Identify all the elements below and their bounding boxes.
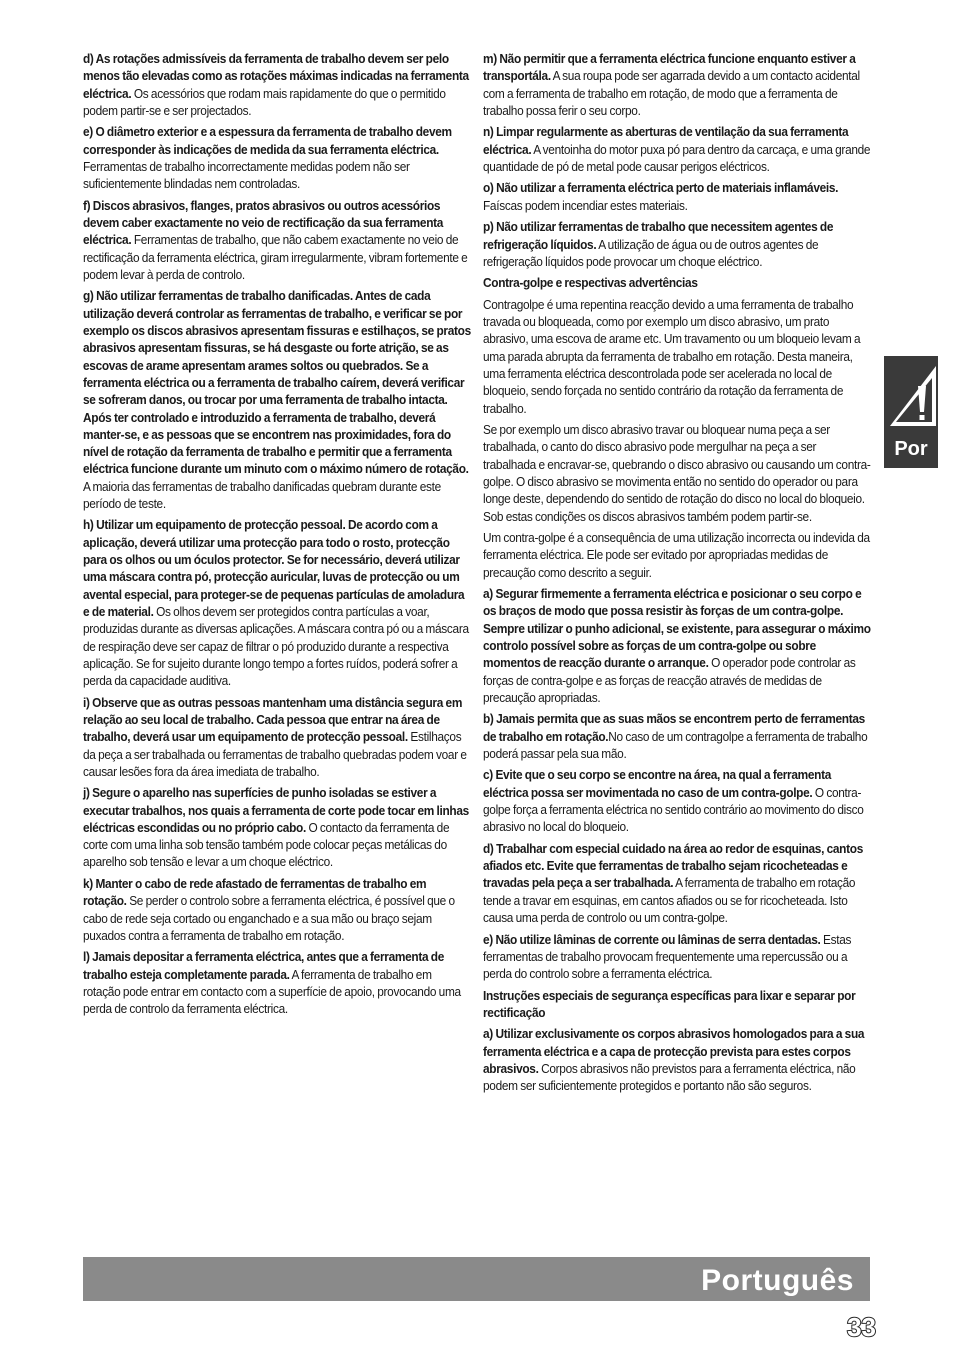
right-column (483, 50, 871, 1099)
safety-paragraph (483, 50, 871, 119)
paragraph-lead: o) Não utilizar a ferramenta eléctrica perto de materiais inflamáveis. (483, 180, 839, 196)
paragraph-lead: l) Jamais depositar a ferramenta eléctrica, antes que a ferramenta de trabalho esteja completamente parada. (83, 949, 444, 982)
paragraph-lead: c) Evite que o seu corpo se encontre na área, na qual a ferramenta eléctrica possa ser movimentada no caso de um contra-golpe. (483, 767, 832, 800)
paragraph-lead: b) Jamais permita que as suas mãos se encontrem perto de ferramentas de trabalho em rotação. (483, 711, 865, 744)
paragraph-body: Corpos abrasivos não previstos para a ferramenta eléctrica, não podem ser suficientemente protegidos e portanto não são seguros. (483, 1060, 856, 1094)
safety-paragraph (83, 516, 471, 689)
paragraph-body: O contra-golpe força a ferramenta eléctrica no sentido contrário ao movimento do disco abrasivo no local do bloqueio. (483, 784, 864, 835)
paragraph-lead: m) Não permitir que a ferramenta eléctrica funcione enquanto estiver a transportála. (483, 51, 856, 84)
paragraph-lead: f) Discos abrasivos, flanges, pratos abrasivos ou outros acessórios devem caber exactamente no veio de rectificação da sua ferramenta eléctrica. (83, 197, 444, 248)
safety-paragraph (483, 179, 871, 214)
safety-paragraph (83, 287, 471, 512)
safety-paragraph (483, 1025, 871, 1094)
footer-language-title: Português (701, 1264, 854, 1297)
safety-paragraph (83, 694, 471, 780)
paragraph-body: Se perder o controlo sobre a ferramenta eléctrica, é possível que o cabo de rede seja cortado ou enganchado e a sua mão ou braço sejam puxados contra a ferramenta de trabalho em rotação. (83, 893, 455, 943)
paragraph-lead: g) Não utilizar ferramentas de trabalho danificadas. Antes de cada utilização deverá controlar as ferramentas de trabalho, e verificar se por exemplo os discos abrasivos apresentam fissuras e estilhaços, se pratos abrasivos apresentam fissuras, se há desgaste ou forte atrição, se as escovas de arame apresentam arames soltos ou quebrados. Se a ferramenta eléctrica ou a ferramenta de trabalho caírem, deverá verificar se sofreram danos, ou trocar por uma ferramenta de trabalho intacta. Após ter controlado e introduzido a ferramenta de trabalho, deverá manter-se, e as pessoas que se encontrem nas proximidades, fora do nível de rotação da ferramenta de trabalho e permitir que a ferramenta eléctrica funcione durante um minuto com o máximo número de rotação. (83, 288, 471, 477)
paragraph-body: A ferramenta de trabalho em rotação pode entrar em contacto com a superfície de apoio, provocando uma perda de controlo da ferramenta eléctrica. (83, 966, 461, 1017)
language-label: Por (894, 438, 928, 460)
paragraph-lead: j) Segure o aparelho nas superfícies de punho isoladas se estiver a executar trabalhos, nos quais a ferramenta de corte pode tocar em linhas eléctricas escondidas ou no próprio cabo. (83, 785, 469, 835)
safety-paragraph (83, 875, 471, 944)
paragraph-lead: e) Não utilize lâminas de corrente ou lâminas de serra dentadas. (483, 931, 821, 947)
safety-paragraph (483, 766, 871, 835)
paragraph-lead: a) Segurar firmemente a ferramenta eléctrica e posicionar o seu corpo e os braços de modo que possa resistir às forças de um contra-golpe. Sempre utilizar o punho adicional, se existente, para assegurar o máximo controlo possível sobre as forças de um contra-golpe ou sobre momentos de reacção durante o arranque. (483, 586, 871, 671)
kickback-paragraph: Se por exemplo um disco abrasivo travar ou bloquear numa peça a ser trabalhada, o canto do disco abrasivo pode mergulhar na peça a ser trabalhada e encravar-se, quebrando o disco abrasivo ou causando um contra-golpe. O disco abrasivo se movimenta então no sentido do operador ou para longe deste, dependendo do sentido de rotação do disco no local do bloqueio. Sob estas condições os discos abrasivos também podem partir-se. (483, 422, 871, 524)
safety-paragraph (483, 931, 871, 983)
footer-language-bar (83, 1257, 870, 1301)
paragraph-lead: p) Não utilizar ferramentas de trabalho que necessitem agentes de refrigeração líquidos. (483, 219, 834, 252)
paragraph-lead: a) Utilizar exclusivamente os corpos abrasivos homologados para a sua ferramenta eléctrica e a capa de protecção prevista para estes corpos abrasivos. (483, 1026, 865, 1076)
safety-paragraph (483, 585, 871, 706)
kickback-items (483, 585, 871, 982)
grinding-heading: Instruções especiais de segurança específicas para lixar e separar por rectificação (483, 987, 856, 1020)
paragraph-body: Ferramentas de trabalho incorrectamente medidas podem não ser suficientemente blindadas nem controladas. (83, 158, 410, 192)
paragraph-body: Os olhos devem ser protegidos contra partículas a voar, produzidas durante as diversas aplicações. A máscara contra pó ou a máscara de respiração deve ser capaz de filtrar o pó produzido durante a respectiva aplicação. Se for sujeito durante longo tempo a fortes ruídos, poderá sofrer a perda da capacidade auditiva. (83, 603, 469, 689)
paragraph-lead: h) Utilizar um equipamento de protecção pessoal. De acordo com a aplicação, deverá utilizar uma protecção para todo o rosto, protecção para os olhos ou um óculos protector. Se for necessário, deverá utilizar uma máscara contra pó, protecção auricular, luvas de protecção ou um avental especial, para proteger-se de pequenas partículas de amoladura e de material. (83, 517, 465, 619)
paragraph-body: Estilhaços da peça a ser trabalhada ou ferramentas de trabalho quebradas podem voar e causar lesões fora da área imediata de trabalho. (83, 729, 467, 779)
grinding-items (483, 1025, 871, 1094)
paragraph-body: A ventoinha do motor puxa pó para dentro da carcaça, e uma grande quantidade de pó de metal pode causar perigos eléctricos. (483, 141, 871, 174)
paragraph-lead: n) Limpar regularmente as aberturas de ventilação da sua ferramenta eléctrica. (483, 124, 849, 157)
paragraph-lead: e) O diâmetro exterior e a espessura da ferramenta de trabalho devem corresponder às indicações de medida da sua ferramenta eléctrica. (83, 124, 452, 157)
language-side-tab (884, 356, 938, 468)
paragraph-body: O contacto da ferramenta de corte com uma linha sob tensão também pode colocar peças metálicas do aparelho sob tensão e levar a um choque eléctrico. (83, 819, 450, 870)
kickback-paragraph: Um contra-golpe é a consequência de uma utilização incorrecta ou indevida da ferramenta eléctrica. Ele pode ser evitado por apropriadas medidas de precaução como descrito a seguir. (483, 530, 870, 580)
paragraph-body: Os acessórios que rodam mais rapidamente do que o permitido podem partir-se e ser projectados. (83, 85, 446, 118)
paragraph-body: Ferramentas de trabalho, que não cabem exactamente no veio de rectificação da ferramenta eléctrica, giram irregularmente, vibram fortemente e podem levar à perda de controlo. (83, 232, 468, 282)
paragraph-lead: k) Manter o cabo de rede afastado de ferramentas de trabalho em rotação. (83, 875, 427, 909)
safety-paragraph (83, 197, 471, 283)
safety-paragraph (83, 948, 471, 1017)
paragraph-body: O operador pode controlar as forças de contra-golpe e as forças de reacção através de medidas de precaução apropriadas. (483, 655, 856, 705)
left-column (83, 50, 471, 1022)
paragraph-lead: d) As rotações admissíveis da ferramenta de trabalho devem ser pelo menos tão elevadas como as rotações máximas indicadas na ferramenta eléctrica. (83, 51, 469, 101)
paragraph-body: A utilização de água ou de outros agentes de refrigeração líquidos pode provocar um choque eléctrico. (483, 236, 819, 269)
right-items-a (483, 50, 871, 270)
warning-exclamation-icon (884, 356, 938, 432)
paragraph-body: A sua roupa pode ser agarrada devido a um contacto acidental com a ferramenta de trabalho em rotação, de modo que a ferramenta de trabalho possa ferir o seu corpo. (483, 68, 860, 118)
paragraph-body: A maioria das ferramentas de trabalho danificadas quebram durante este período de teste. (83, 478, 441, 511)
safety-paragraph (483, 218, 871, 270)
paragraph-body: No caso de um contragolpe a ferramenta de trabalho poderá passar pela sua mão. (483, 728, 868, 761)
paragraph-body: A ferramenta de trabalho em rotação tende a travar em esquinas, em cantos afiados ou se for ricocheteada. Isto causa uma perda de controlo ou um contra-golpe. (483, 875, 856, 926)
paragraph-body: Estas ferramentas de trabalho provocam frequentemente uma repercussão ou a perda do controlo sobre a ferramenta eléctrica. (483, 931, 852, 982)
safety-paragraph (483, 840, 871, 926)
page-number: 33 (847, 1312, 876, 1342)
safety-paragraph (83, 50, 471, 119)
kickback-heading: Contra-golpe e respectivas advertências (483, 275, 698, 291)
paragraph-body: Faíscas podem incendiar estes materiais. (483, 197, 688, 213)
safety-paragraph (83, 123, 471, 192)
kickback-paragraphs (483, 296, 871, 581)
kickback-paragraph: Contragolpe é uma repentina reacção devido a uma ferramenta de trabalho travada ou bloqueada, como por exemplo um disco abrasivo, um prato abrasivo, uma escova de arame etc. Um travamento ou um bloqueio levam a uma parada abrupta da ferramenta de trabalho em rotação. Desta maneira, uma ferramenta eléctrica descontrolada pode ser acelerada no local de bloqueio, sendo forçada no sentido contrário da rotação da ferramenta de trabalho. (483, 296, 861, 416)
safety-paragraph (483, 123, 871, 175)
safety-paragraph (83, 784, 471, 870)
safety-paragraph (483, 710, 871, 762)
paragraph-lead: d) Trabalhar com especial cuidado na área ao redor de esquinas, cantos afiados etc. Evite que ferramentas de trabalho sejam ricocheteadas e travadas pela peça a ser trabalhada. (483, 840, 863, 891)
paragraph-lead: i) Observe que as outras pessoas mantenham uma distância segura em relação ao seu local de trabalho. Cada pessoa que entrar na área de trabalho, deverá usar um equipamento de protecção pessoal. (83, 694, 463, 745)
